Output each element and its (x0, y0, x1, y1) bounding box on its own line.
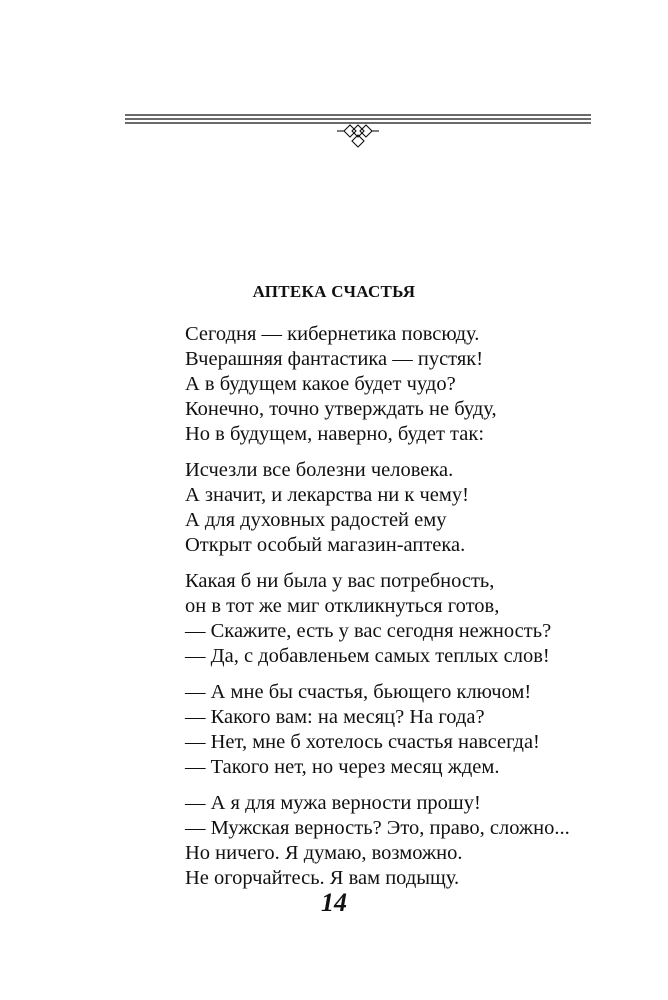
poem-body (185, 322, 570, 902)
poem-line: Открыт особый магазин-аптека. (185, 534, 466, 556)
ornament-knot-icon (337, 125, 379, 147)
poem-line: Но ничего. Я думаю, возможно. (185, 842, 463, 864)
poem-line: Вчерашняя фантастика — пустяк! (185, 348, 484, 370)
stanza (185, 680, 570, 780)
page-number: 14 (321, 888, 347, 917)
stanza (185, 569, 570, 669)
poem-line: А для духовных радостей ему (185, 509, 447, 531)
stanza (185, 791, 570, 891)
poem-line: — Такого нет, но через месяц ждем. (185, 756, 500, 778)
poem-line: Конечно, точно утверждать не буду, (185, 398, 497, 420)
stanza (185, 322, 570, 447)
poem-line: Но в будущем, наверно, будет так: (185, 423, 485, 445)
poem-line: — Нет, мне б хотелось счастья навсегда! (185, 731, 540, 753)
poem-line: — Мужская верность? Это, право, сложно... (185, 817, 570, 839)
poem-title: АПТЕКА СЧАСТЬЯ (252, 282, 416, 301)
poem-line: — Да, с добавленьем самых теплых слов! (185, 645, 550, 667)
poem-line: Какая б ни была у вас потребность, (185, 570, 495, 592)
poem-line: А значит, и лекарства ни к чему! (185, 484, 469, 506)
header-ornament (125, 112, 591, 156)
poem-line: Сегодня — кибернетика повсюду. (185, 323, 480, 345)
poem-line: он в тот же миг откликнуться готов, (185, 595, 500, 617)
poem-line: — Скажите, есть у вас сегодня нежность? (185, 620, 552, 642)
poem-line: Исчезли все болезни человека. (185, 459, 454, 481)
poem-line: А в будущем какое будет чудо? (185, 373, 456, 395)
poem-line: — Какого вам: на месяц? На года? (185, 706, 485, 728)
poem-line: — А я для мужа верности прошу! (185, 792, 481, 814)
poem-line: Не огорчайтесь. Я вам подыщу. (185, 867, 460, 889)
poem-line: — А мне бы счастья, бьющего ключом! (185, 681, 532, 703)
stanza (185, 458, 570, 558)
